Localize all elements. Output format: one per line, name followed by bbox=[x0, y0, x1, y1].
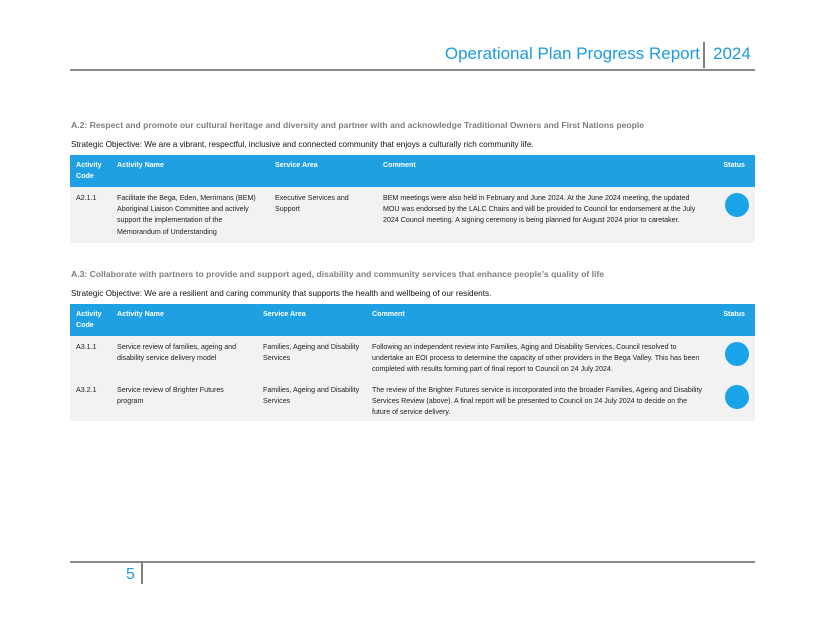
strategic-objective-a3: Strategic Objective: We are a resilient and caring community that supports the health and wellbeing of our residents. bbox=[71, 289, 492, 298]
col-activity-code: Activity Code bbox=[70, 304, 111, 336]
status-cell bbox=[711, 336, 755, 379]
col-service-area: Service Area bbox=[269, 155, 377, 187]
report-year: 2024 bbox=[713, 44, 751, 63]
activity-table-a3 bbox=[70, 304, 755, 421]
col-status: Status bbox=[703, 155, 755, 187]
page-number: 5 bbox=[126, 566, 135, 583]
table-header-row bbox=[70, 155, 755, 187]
activity-name: Facilitate the Bega, Eden, Merrimans (BEM) Aboriginal Liaison Committee and actively support the implementation of the Memorandum of Understanding bbox=[111, 187, 269, 243]
footer-rule bbox=[70, 561, 755, 563]
activity-code: A3.1.1 bbox=[70, 336, 111, 379]
service-area: Executive Services and Support bbox=[269, 187, 377, 243]
col-activity-name: Activity Name bbox=[111, 304, 257, 336]
table-header-row bbox=[70, 304, 755, 336]
activity-code: A3.2.1 bbox=[70, 379, 111, 421]
status-indicator-icon bbox=[725, 342, 749, 366]
status-cell bbox=[703, 187, 755, 243]
activity-comment: BEM meetings were also held in February and June 2024. At the June 2024 meeting, the updated MOU was endorsed by the LALC Chairs and will be provided to Council for endorsement at the July 2024 Council meeting. A signing ceremony is being planned for August 2024 prior to caretaker. bbox=[377, 187, 703, 243]
header-divider bbox=[703, 42, 705, 68]
status-cell bbox=[711, 379, 755, 421]
service-area: Families, Ageing and Disability Services bbox=[257, 379, 366, 421]
activity-table-a2 bbox=[70, 155, 755, 243]
activity-code: A2.1.1 bbox=[70, 187, 111, 243]
footer-divider bbox=[141, 562, 143, 584]
status-indicator-icon bbox=[725, 385, 749, 409]
report-title: Operational Plan Progress Report bbox=[444, 44, 700, 63]
col-activity-code: Activity Code bbox=[70, 155, 111, 187]
col-status: Status bbox=[711, 304, 755, 336]
table-row bbox=[70, 187, 755, 243]
header-rule bbox=[70, 69, 755, 71]
table-row bbox=[70, 379, 755, 421]
activity-comment: Following an independent review into Families, Aging and Disability Services, Council resolved to undertake an EOI process to determine the capacity of other providers in the Bega Valley. This has been completed with results forming part of final report to Council on 24 July 2024. bbox=[366, 336, 711, 379]
service-area: Families, Ageing and Disability Services bbox=[257, 336, 366, 379]
status-indicator-icon bbox=[725, 193, 749, 217]
activity-name: Service review of Brighter Futures program bbox=[111, 379, 257, 421]
col-service-area: Service Area bbox=[257, 304, 366, 336]
col-comment: Comment bbox=[377, 155, 703, 187]
section-heading-a2: A.2: Respect and promote our cultural heritage and diversity and partner with and acknowledge Traditional Owners and First Nations people bbox=[71, 120, 645, 130]
activity-name: Service review of families, ageing and disability service delivery model bbox=[111, 336, 257, 379]
section-heading-a3: A.3: Collaborate with partners to provide and support aged, disability and community services that enhance people’s quality of life bbox=[71, 269, 605, 279]
col-activity-name: Activity Name bbox=[111, 155, 269, 187]
col-comment: Comment bbox=[366, 304, 711, 336]
activity-comment: The review of the Brighter Futures service is incorporated into the broader Families, Ageing and Disability Services Review (above). A final report will be presented to Council on 24 July 2024 to decide on the future of service delivery. bbox=[366, 379, 711, 421]
strategic-objective-a2: Strategic Objective: We are a vibrant, respectful, inclusive and connected community that enjoys a culturally rich community life. bbox=[71, 140, 534, 149]
table-row bbox=[70, 336, 755, 379]
